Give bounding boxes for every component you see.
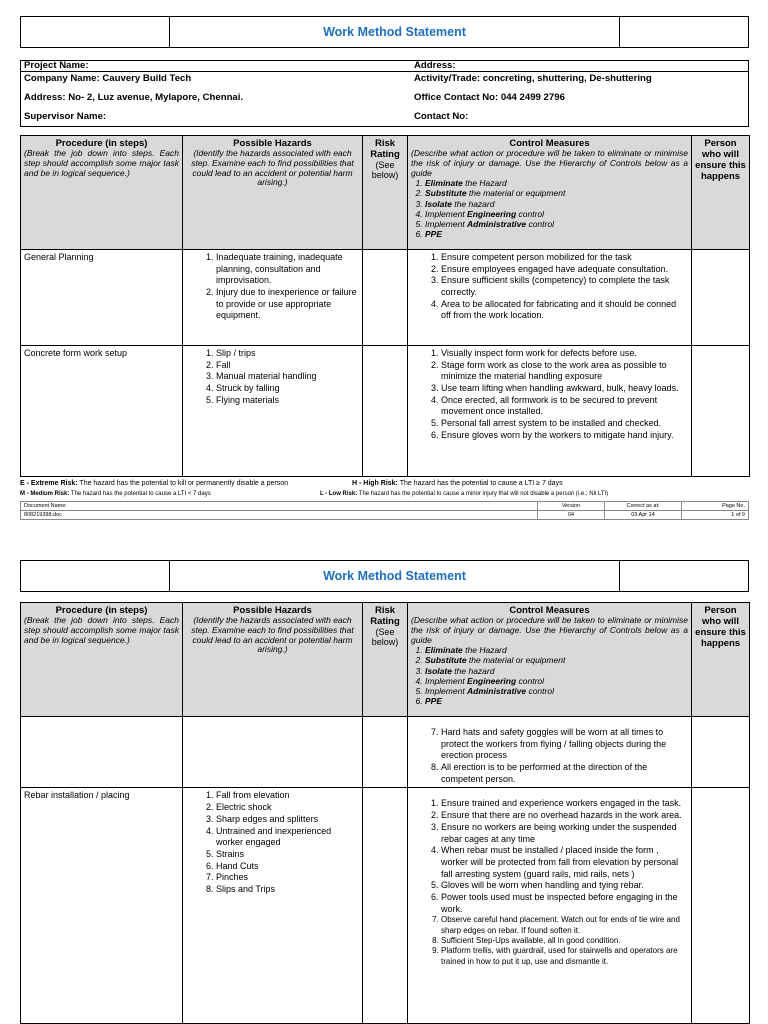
wms-table-1: [20, 135, 750, 477]
risk-rating-cell: [363, 250, 408, 346]
hierarchy-list: [411, 178, 688, 239]
table-row: [21, 717, 750, 788]
control-item: 5. Gloves will be worn when handling and tying rebar.: [441, 880, 688, 892]
person-cell: [692, 346, 750, 477]
hierarchy-list-2: [411, 645, 688, 706]
hierarchy-item: 4. Implement Engineering control: [425, 209, 688, 219]
hazards-header: Possible Hazards (Identify the hazards associated with each step. Examine each to find possibilities that could lead to an accident or potential harm arising.): [183, 136, 363, 250]
risk-header: Risk Rating (See below): [363, 136, 408, 250]
address-label: Address:: [414, 60, 456, 71]
hazards-header-2: Possible Hazards (Identify the hazards associated with each step. Examine each to find possibilities that could lead to an accident or potential harm arising.): [183, 603, 363, 717]
control-item: 1. Ensure trained and experience workers engaged in the task.: [441, 798, 688, 810]
procedure-step: General Planning: [21, 250, 183, 346]
control-item: 3. Ensure no workers are being working under the suspended rebar cages at any time: [441, 822, 688, 845]
control-item: 3. Use team lifting when handling awkward, bulk, heavy loads.: [441, 383, 688, 395]
risk-rating-cell: [363, 788, 408, 1024]
document-footer: [20, 501, 749, 520]
table-row: [21, 250, 750, 346]
document-title: Work Method Statement: [170, 17, 620, 47]
hazard-item: 7. Pinches: [216, 872, 359, 884]
hazards-cell: [183, 717, 363, 788]
risk-header-2: Risk Rating (See below): [363, 603, 408, 717]
control-item: 1. Visually inspect form work for defects before use.: [441, 348, 688, 360]
control-item: 4. Area to be allocated for fabricating and it should be conned off from the work location.: [441, 299, 688, 322]
version-label: Version: [538, 502, 605, 511]
procedure-step: [21, 717, 183, 788]
document-title-2: Work Method Statement: [170, 561, 620, 591]
hierarchy-item: 2. Substitute the material or equipment: [425, 655, 688, 665]
table-row: [21, 346, 750, 477]
control-item: 2. Ensure employees engaged have adequate consultation.: [441, 264, 688, 276]
supervisor-name: Supervisor Name:: [24, 111, 107, 122]
company-name: Company Name: Cauvery Build Tech: [24, 73, 192, 84]
control-measures-cell: [408, 346, 692, 477]
hazard-item: 5. Flying materials: [216, 395, 359, 407]
control-item: 8. All erection is to be performed at the direction of the competent person.: [441, 762, 688, 785]
title-box-2: [20, 560, 749, 592]
procedure-step: Rebar installation / placing: [21, 788, 183, 1024]
doc-name: 808219398.doc: [21, 511, 538, 520]
person-cell: [692, 717, 750, 788]
hierarchy-item: 4. Implement Engineering control: [425, 676, 688, 686]
version-value: 04: [538, 511, 605, 520]
project-info: [20, 60, 749, 127]
project-name-label: Project Name:: [24, 60, 89, 71]
control-item: 5. Personal fall arrest system to be installed and checked.: [441, 418, 688, 430]
hazard-item: 2. Electric shock: [216, 802, 359, 814]
control-item: 2. Stage form work as close to the work area as possible to minimize the material handling exposure: [441, 360, 688, 383]
procedure-header-2: Procedure (in steps) (Break the job down into steps. Each step should accomplish some major task and be in logical sequence.): [21, 603, 183, 717]
person-cell: [692, 788, 750, 1024]
hierarchy-item: 6. PPE: [425, 229, 688, 239]
hazard-item: 3. Manual material handling: [216, 371, 359, 383]
control-item: 9. Platform trellis, with guardrail, used for stairwells and operators are trained in how to put it up, use and dismantle it.: [441, 946, 688, 967]
table-row: [21, 788, 750, 1024]
hierarchy-item: 3. Isolate the hazard: [425, 666, 688, 676]
hazard-item: 2. Fall: [216, 360, 359, 372]
correct-label: Correct as at:: [605, 502, 682, 511]
hierarchy-item: 6. PPE: [425, 696, 688, 706]
page-label: Page No.: [682, 502, 749, 511]
hazards-cell: [183, 250, 363, 346]
wms-table-2: [20, 602, 750, 1024]
control-item: 1. Ensure competent person mobilized for the task: [441, 252, 688, 264]
procedure-header: Procedure (in steps) (Break the job down into steps. Each step should accomplish some major task and be in logical sequence.): [21, 136, 183, 250]
activity-trade: Activity/Trade: concreting, shuttering, De-shuttering: [414, 73, 652, 84]
doc-name-label: Document Name:: [21, 502, 538, 511]
hierarchy-item: 1. Eliminate the Hazard: [425, 178, 688, 188]
risk-rating-cell: [363, 346, 408, 477]
correct-value: 03 Apr 14: [605, 511, 682, 520]
company-address: Address: No- 2, Luz avenue, Mylapore, Chennai.: [24, 92, 244, 103]
person-header-2: Person who will ensure this happens: [692, 603, 750, 717]
hazard-item: 8. Slips and Trips: [216, 884, 359, 896]
hazard-item: 1. Inadequate training, inadequate planning, consultation and improvisation.: [216, 252, 359, 287]
hazards-cell: [183, 346, 363, 477]
control-item: 4. Once erected, all formwork is to be secured to prevent movement once installed.: [441, 395, 688, 418]
control-measures-cell: [408, 717, 692, 788]
procedure-step: Concrete form work setup: [21, 346, 183, 477]
page-number: 1 of 9: [682, 511, 749, 520]
hazard-item: 2. Injury due to inexperience or failure to provide or use appropriate equipment.: [216, 287, 359, 322]
office-contact: Office Contact No: 044 2499 2796: [414, 92, 565, 103]
control-item: 4. When rebar must be installed / placed inside the form , worker will be protected from fall from elevation by personal fall arresting system (guard rails, mid rails, nets ): [441, 845, 688, 880]
table-header-row-2: [21, 603, 750, 717]
control-item: 6. Power tools used must be inspected before engaging in the work.: [441, 892, 688, 915]
hazard-item: 5. Strains: [216, 849, 359, 861]
hierarchy-item: 3. Isolate the hazard: [425, 199, 688, 209]
control-item: 3. Ensure sufficient skills (competency) to complete the task correctly.: [441, 275, 688, 298]
hazard-item: 4. Untrained and inexperienced worker engaged: [216, 826, 359, 849]
control-measures-cell: [408, 788, 692, 1024]
risk-legend-1: E - Extreme Risk: The hazard has the potential to kill or permanently disable a person H - High Risk: The hazard has the potential to cause a LTI ≥ 7 days M - Medium Risk: The hazard has the potential to cause a LTI < 7 days L - Low Risk: The hazard has the potential to cause a minor injury that will not disable a person (i.e.; Nil LTI): [20, 480, 609, 497]
hazard-item: 1. Fall from elevation: [216, 790, 359, 802]
control-item: 2. Ensure that there are no overhead hazards in the work area.: [441, 810, 688, 822]
risk-rating-cell: [363, 717, 408, 788]
title-box-1: [20, 16, 749, 48]
table-header-row: [21, 136, 750, 250]
control-item: 7. Observe careful hand placement. Watch out for ends of tie wire and sharp edges on rebar. If found soften it.: [441, 915, 688, 936]
control-header: Control Measures (Describe what action or procedure will be taken to eliminate or minimise the risk of injury or damage. Use the Hierarchy of Controls below as a guide 1. Eliminate the Hazard 2. Substitute the material or equipment 3. Isolate the hazard 4. Implement Engineering control 5. Implement Administrative control 6. PPE: [408, 136, 692, 250]
hazard-item: 3. Sharp edges and splitters: [216, 814, 359, 826]
hazard-item: 1. Slip / trips: [216, 348, 359, 360]
person-header: Person who will ensure this happens: [692, 136, 750, 250]
control-item: 8. Sufficient Step-Ups available, all in good condition.: [441, 936, 688, 946]
contact-number: Contact No:: [414, 111, 469, 122]
hierarchy-item: 2. Substitute the material or equipment: [425, 188, 688, 198]
hierarchy-item: 5. Implement Administrative control: [425, 686, 688, 696]
person-cell: [692, 250, 750, 346]
hierarchy-item: 1. Eliminate the Hazard: [425, 645, 688, 655]
hazards-cell: [183, 788, 363, 1024]
hierarchy-item: 5. Implement Administrative control: [425, 219, 688, 229]
control-item: 7. Hard hats and safety goggles will be worn at all times to protect the workers from flying / falling objects during the erection process: [441, 727, 688, 762]
hazard-item: 4. Struck by falling: [216, 383, 359, 395]
control-measures-cell: [408, 250, 692, 346]
control-header-2: Control Measures (Describe what action or procedure will be taken to eliminate or minimise the risk of injury or damage. Use the Hierarchy of Controls below as a guide 1. Eliminate the Hazard 2. Substitute the material or equipment 3. Isolate the hazard 4. Implement Engineering control 5. Implement Administrative control 6. PPE: [408, 603, 692, 717]
hazard-item: 6. Hand Cuts: [216, 861, 359, 873]
control-item: 6. Ensure gloves worn by the workers to mitigate hand injury.: [441, 430, 688, 442]
